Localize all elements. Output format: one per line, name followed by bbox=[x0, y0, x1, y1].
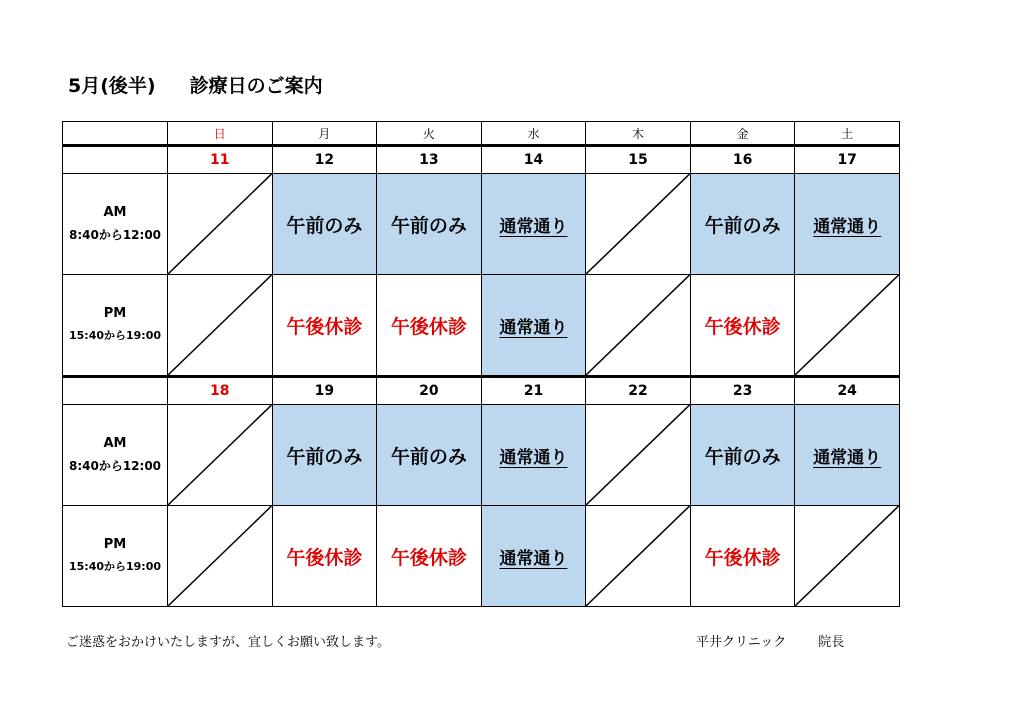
closed-slash-mark bbox=[168, 405, 272, 505]
date-cell: 19 bbox=[272, 377, 377, 405]
status-am-only: 午前のみ bbox=[704, 214, 781, 237]
pm-row-week2 bbox=[63, 506, 900, 607]
date-cell: 12 bbox=[272, 146, 377, 174]
am-row-week2 bbox=[63, 405, 900, 506]
normal-cell bbox=[481, 174, 586, 275]
am-only-cell bbox=[690, 405, 795, 506]
status-normal: 通常通り bbox=[499, 447, 568, 468]
am-label: AM bbox=[103, 205, 127, 220]
status-normal: 通常通り bbox=[813, 447, 882, 468]
normal-cell bbox=[795, 405, 900, 506]
status-am-only: 午前のみ bbox=[286, 214, 363, 237]
date-cell: 18 bbox=[168, 377, 273, 405]
pm-closed-cell bbox=[690, 506, 795, 607]
pm-row-week1 bbox=[63, 275, 900, 377]
schedule-table bbox=[62, 121, 900, 607]
status-am-only: 午前のみ bbox=[286, 445, 363, 468]
normal-cell bbox=[481, 506, 586, 607]
pm-hours: 15:40から19:00 bbox=[68, 329, 162, 342]
closed-slash-mark bbox=[168, 275, 272, 375]
pm-closed-cell bbox=[690, 275, 795, 377]
status-normal: 通常通り bbox=[499, 317, 568, 338]
normal-cell bbox=[481, 275, 586, 377]
pm-closed-cell bbox=[272, 506, 377, 607]
am-only-cell bbox=[272, 405, 377, 506]
pm-closed-cell bbox=[377, 275, 482, 377]
closed-slash-mark bbox=[586, 275, 690, 375]
status-pm-closed: 午後休診 bbox=[286, 315, 363, 338]
closed-slash-mark bbox=[795, 275, 899, 375]
status-normal: 通常通り bbox=[813, 216, 882, 237]
date-row-label-cell bbox=[63, 377, 168, 405]
status-am-only: 午前のみ bbox=[390, 214, 467, 237]
am-only-cell bbox=[377, 174, 482, 275]
date-cell: 15 bbox=[586, 146, 691, 174]
status-pm-closed: 午後休診 bbox=[286, 546, 363, 569]
closed-slash-mark bbox=[586, 174, 690, 274]
am-only-cell bbox=[272, 174, 377, 275]
footer-message: ご迷惑をおかけいたしますが、宜しくお願い致します。 bbox=[66, 635, 390, 650]
am-label: AM bbox=[103, 436, 127, 451]
footer-signature-block bbox=[696, 631, 844, 650]
weekday-tue: 火 bbox=[377, 122, 482, 146]
closed-cell bbox=[168, 174, 273, 275]
closed-cell bbox=[168, 405, 273, 506]
date-cell: 21 bbox=[481, 377, 586, 405]
pm-label-cell bbox=[63, 506, 168, 607]
pm-hours: 15:40から19:00 bbox=[68, 560, 162, 573]
pm-label-cell bbox=[63, 275, 168, 377]
status-pm-closed: 午後休診 bbox=[390, 546, 467, 569]
closed-cell bbox=[795, 275, 900, 377]
am-hours: 8:40から12:00 bbox=[68, 459, 162, 473]
weekday-mon: 月 bbox=[272, 122, 377, 146]
am-only-cell bbox=[377, 405, 482, 506]
weekday-sun: 日 bbox=[168, 122, 273, 146]
am-hours: 8:40から12:00 bbox=[68, 228, 162, 242]
date-cell: 14 bbox=[481, 146, 586, 174]
clinic-name: 平井クリニック bbox=[696, 635, 787, 650]
pm-closed-cell bbox=[272, 275, 377, 377]
pm-label: PM bbox=[103, 306, 127, 321]
status-am-only: 午前のみ bbox=[704, 445, 781, 468]
status-pm-closed: 午後休診 bbox=[704, 315, 781, 338]
status-normal: 通常通り bbox=[499, 548, 568, 569]
normal-cell bbox=[795, 174, 900, 275]
weekday-thu: 木 bbox=[586, 122, 691, 146]
title-month: 5月(後半) bbox=[68, 75, 156, 97]
weekday-header-row bbox=[63, 122, 900, 146]
closed-cell bbox=[168, 275, 273, 377]
closed-cell bbox=[168, 506, 273, 607]
page-title bbox=[68, 70, 323, 102]
am-only-cell bbox=[690, 174, 795, 275]
weekday-sat: 土 bbox=[795, 122, 900, 146]
closed-cell bbox=[586, 506, 691, 607]
closed-slash-mark bbox=[586, 405, 690, 505]
closed-slash-mark bbox=[795, 506, 899, 606]
date-row-label-cell bbox=[63, 146, 168, 174]
date-cell: 23 bbox=[690, 377, 795, 405]
date-cell: 13 bbox=[377, 146, 482, 174]
title-subtitle: 診療日のご案内 bbox=[189, 75, 323, 97]
closed-slash-mark bbox=[168, 174, 272, 274]
date-cell: 22 bbox=[586, 377, 691, 405]
closed-cell bbox=[586, 275, 691, 377]
date-cell: 17 bbox=[795, 146, 900, 174]
date-row-week1 bbox=[63, 146, 900, 174]
date-row-week2 bbox=[63, 377, 900, 405]
am-row-week1 bbox=[63, 174, 900, 275]
date-cell: 20 bbox=[377, 377, 482, 405]
date-cell: 16 bbox=[690, 146, 795, 174]
weekday-fri: 金 bbox=[690, 122, 795, 146]
closed-slash-mark bbox=[586, 506, 690, 606]
status-pm-closed: 午後休診 bbox=[704, 546, 781, 569]
date-cell: 11 bbox=[168, 146, 273, 174]
weekday-wed: 水 bbox=[481, 122, 586, 146]
pm-label: PM bbox=[103, 537, 127, 552]
status-pm-closed: 午後休診 bbox=[390, 315, 467, 338]
closed-cell bbox=[795, 506, 900, 607]
pm-closed-cell bbox=[377, 506, 482, 607]
am-label-cell bbox=[63, 174, 168, 275]
closed-slash-mark bbox=[168, 506, 272, 606]
closed-cell bbox=[586, 174, 691, 275]
status-normal: 通常通り bbox=[499, 216, 568, 237]
status-am-only: 午前のみ bbox=[390, 445, 467, 468]
director-title: 院長 bbox=[818, 635, 845, 650]
date-cell: 24 bbox=[795, 377, 900, 405]
normal-cell bbox=[481, 405, 586, 506]
closed-cell bbox=[586, 405, 691, 506]
am-label-cell bbox=[63, 405, 168, 506]
header-corner-cell bbox=[63, 122, 168, 146]
